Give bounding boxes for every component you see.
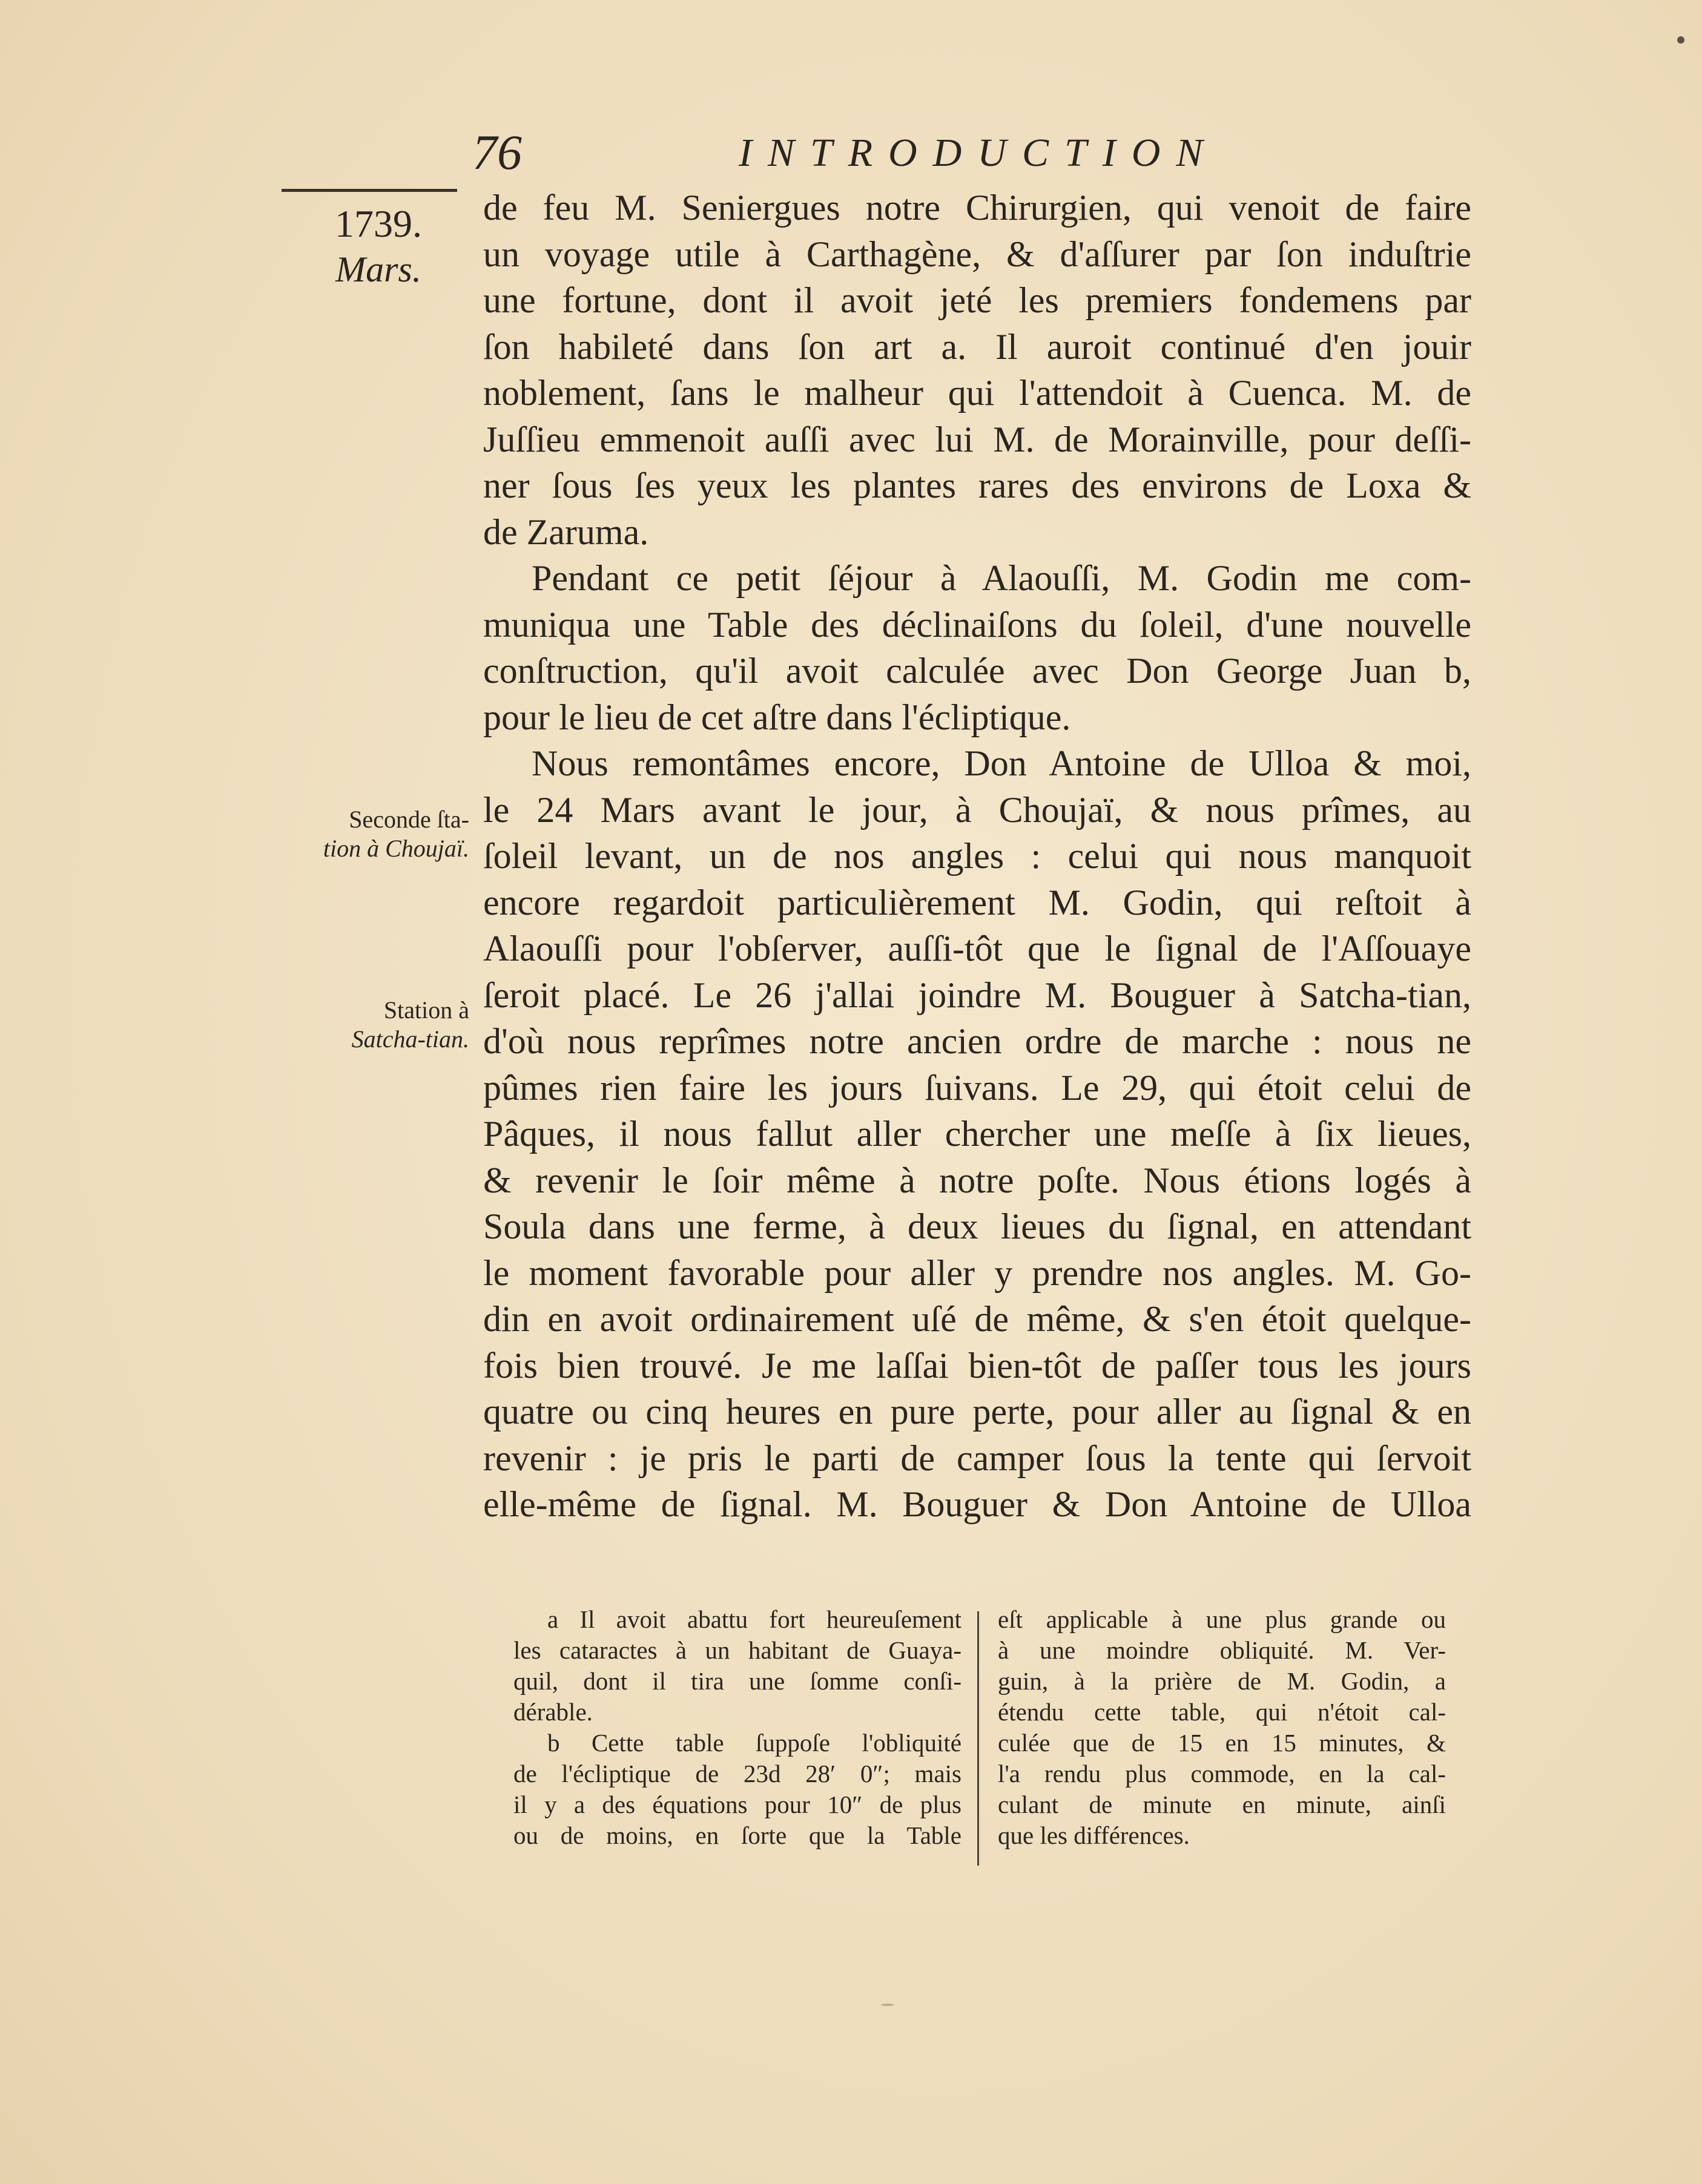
text-line: muniqua une Table des déclinaiſons du ſoleil, d'une nouvelle xyxy=(483,604,1471,645)
text-line: le moment favorable pour aller y prendre nos angles. M. Go- xyxy=(483,1252,1471,1293)
margin-note-line: Seconde ſta- xyxy=(349,806,469,833)
text-line: Juſſieu emmenoit auſſi avec lui M. de Morainville, pour deſſi- xyxy=(483,419,1471,459)
footnote-line: eſt applicable à une plus grande ou xyxy=(998,1605,1446,1633)
footnote-line: à une moindre obliquité. M. Ver- xyxy=(998,1636,1446,1664)
text-line: noblement, ſans le malheur qui l'attendoit à Cuenca. M. de xyxy=(483,373,1471,413)
margin-note-line: Station à xyxy=(383,996,469,1024)
footnote-line: il y a des équations pour 10″ de plus xyxy=(513,1791,961,1818)
footnote-line: a Il avoit abattu fort heureuſement xyxy=(547,1605,961,1633)
text-line: de feu M. Seniergues notre Chirurgien, qui venoit de faire xyxy=(483,188,1471,228)
margin-rule xyxy=(282,189,457,192)
text-line: pûmes rien faire les jours ſuivans. Le 29, qui étoit celui de xyxy=(483,1067,1471,1108)
text-line: elle-même de ſignal. M. Bouguer & Don Antoine de Ulloa xyxy=(483,1484,1471,1524)
page-number: 76 xyxy=(472,125,522,180)
margin-month: Mars. xyxy=(335,249,421,289)
footnote-line: culée que de 15 en 15 minutes, & xyxy=(998,1729,1446,1757)
text-line: fois bien trouvé. Je me laſſai bien-tôt de paſſer tous les jours xyxy=(483,1345,1471,1386)
text-line: d'où nous reprîmes notre ancien ordre de marche : nous ne xyxy=(483,1021,1471,1061)
text-line: Pâques, il nous fallut aller chercher une meſſe à ſix lieues, xyxy=(483,1114,1471,1154)
paper-speck xyxy=(881,2004,894,2006)
text-line: ner ſous ſes yeux les plantes rares des environs de Loxa & xyxy=(483,465,1471,505)
text-line: Alaouſſi pour l'obſerver, auſſi-tôt que le ſignal de l'Aſſouaye xyxy=(483,929,1471,969)
text-line: ſoleil levant, un de nos angles : celui qui nous manquoit xyxy=(483,836,1471,876)
footnote-line: étendu cette table, qui n'étoit cal- xyxy=(998,1698,1446,1726)
footnote-column-left xyxy=(513,1604,961,1851)
text-line: encore regardoit particulièrement M. Godin, qui reſtoit à xyxy=(483,882,1471,923)
text-line: revenir : je pris le parti de camper ſous la tente qui ſervoit xyxy=(483,1438,1471,1478)
paper-speck xyxy=(1677,36,1684,44)
footnote-line: b Cette table ſuppoſe l'obliquité xyxy=(547,1729,961,1757)
text-line: Nous remontâmes encore, Don Antoine de Ulloa & moi, xyxy=(532,743,1471,783)
text-line: conſtruction, qu'il avoit calculée avec Don George Juan b, xyxy=(483,651,1471,691)
footnote-line: que les différences. xyxy=(998,1821,1190,1849)
margin-note-line: Satcha-tian. xyxy=(351,1025,469,1053)
footnote-line: guin, à la prière de M. Godin, a xyxy=(998,1667,1446,1695)
footnote-column-right xyxy=(998,1604,1446,1851)
page-header xyxy=(472,124,1471,191)
text-line: de Zaruma. xyxy=(483,511,649,552)
footnote-line: ou de moins, en ſorte que la Table xyxy=(513,1821,961,1849)
text-line: Pendant ce petit ſéjour à Alaouſſi, M. Godin me com- xyxy=(532,558,1471,598)
text-line: Soula dans une ferme, à deux lieues du ſignal, en attendant xyxy=(483,1206,1471,1246)
footnote-divider xyxy=(977,1611,979,1866)
text-line: ſeroit placé. Le 26 j'allai joindre M. Bouguer à Satcha-tian, xyxy=(483,975,1471,1015)
text-line: une fortune, dont il avoit jeté les premiers fondemens par xyxy=(483,280,1471,320)
margin-date xyxy=(297,200,460,291)
margin-year: 1739. xyxy=(335,202,422,245)
footnote-line: de l'écliptique de 23d 28′ 0″; mais xyxy=(513,1760,961,1788)
margin-note-seconde-station xyxy=(291,805,469,863)
main-text xyxy=(483,185,1471,1528)
text-line: pour le lieu de cet aſtre dans l'écliptique. xyxy=(483,697,1071,737)
footnote-line: les cataractes à un habitant de Guaya- xyxy=(513,1636,961,1664)
margin-note-station-satcha-tian xyxy=(291,996,469,1054)
footnote-line: l'a rendu plus commode, en la cal- xyxy=(998,1760,1446,1788)
text-line: quatre ou cinq heures en pure perte, pour aller au ſignal & en xyxy=(483,1392,1471,1432)
footnote-line: quil, dont il tira une ſomme conſi- xyxy=(513,1667,961,1695)
footnote-line: dérable. xyxy=(513,1698,593,1726)
text-line: & revenir le ſoir même à notre poſte. Nous étions logés à xyxy=(483,1160,1471,1200)
margin-note-line: tion à Choujaï. xyxy=(323,835,469,862)
text-line: ſon habileté dans ſon art a. Il auroit continué d'en jouir xyxy=(483,326,1471,367)
footnote-line: culant de minute en minute, ainſi xyxy=(998,1791,1446,1818)
running-title: INTRODUCTION xyxy=(739,131,1219,175)
footnotes xyxy=(513,1604,1470,1889)
text-line: un voyage utile à Carthagène, & d'aſſurer par ſon induſtrie xyxy=(483,234,1471,274)
text-line: le 24 Mars avant le jour, à Choujaï, & nous prîmes, au xyxy=(483,789,1471,830)
text-line: din en avoit ordinairement uſé de même, & s'en étoit quelque- xyxy=(483,1299,1471,1339)
